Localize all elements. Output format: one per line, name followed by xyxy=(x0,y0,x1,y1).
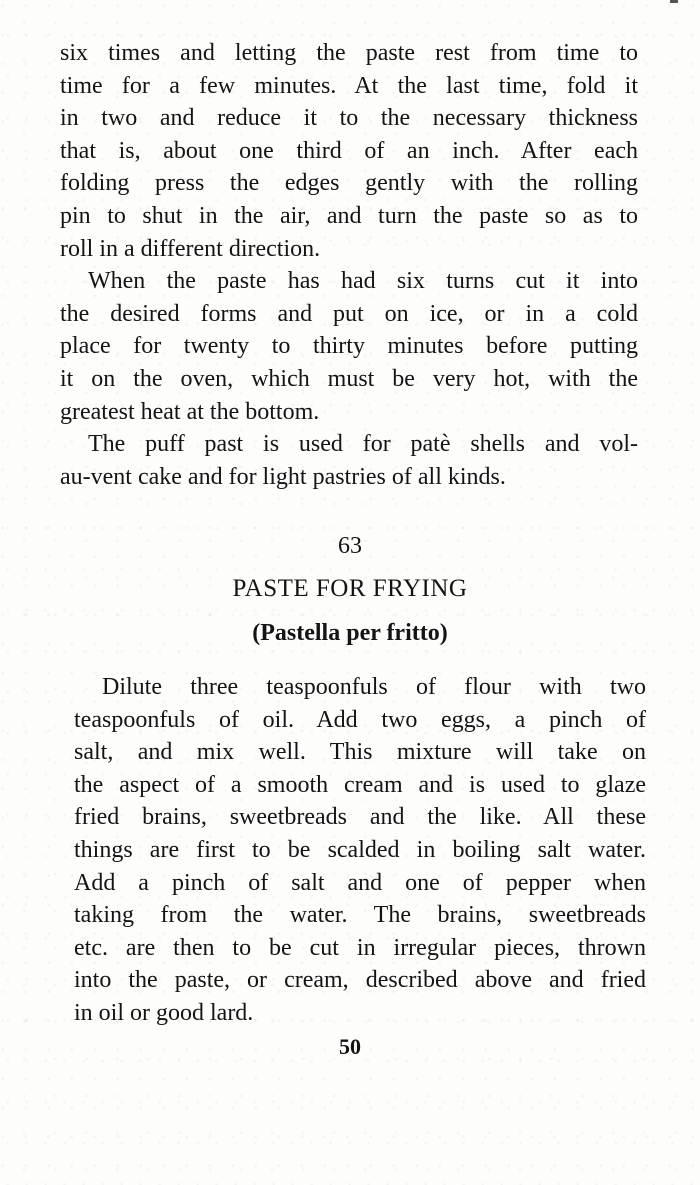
text-line: teaspoonfuls of oil. Add two eggs, a pinch of xyxy=(74,706,646,733)
text-line: etc. are then to be cut in irregular pieces, thrown xyxy=(74,934,646,961)
continued-recipe-text xyxy=(60,37,638,493)
text-line: taking from the water. The brains, sweetbreads xyxy=(74,902,646,929)
text-line: greatest heat at the bottom. xyxy=(60,398,320,425)
text-line: things are first to be scalded in boiling salt water. xyxy=(74,836,646,863)
text-line: When the paste has had six turns cut it into xyxy=(88,268,638,295)
text-line: Add a pinch of salt and one of pepper when xyxy=(74,869,646,896)
recipe-subtitle: (Pastella per fritto) xyxy=(252,620,448,646)
recipe-number: 63 xyxy=(338,533,362,559)
text-line: Dilute three teaspoonfuls of flour with two xyxy=(102,674,646,700)
text-line: in two and reduce it to the necessary thickness xyxy=(60,105,638,132)
page-number: 50 xyxy=(339,1034,361,1059)
recipe-title: PASTE FOR FRYING xyxy=(232,575,468,602)
text-line: au-vent cake and for light pastries of all kinds. xyxy=(60,463,506,490)
text-line: the desired forms and put on ice, or in a cold xyxy=(60,300,638,327)
text-line: in oil or good lard. xyxy=(74,999,254,1026)
text-line: fried brains, sweetbreads and the like. All these xyxy=(74,804,646,831)
text-line: it on the oven, which must be very hot, with the xyxy=(60,365,638,392)
text-line: into the paste, or cream, described above and fried xyxy=(74,967,646,994)
text-line: roll in a different direction. xyxy=(60,235,321,262)
text-line: place for twenty to thirty minutes before putting xyxy=(60,333,638,360)
text-line: The puff past is used for patè shells and vol- xyxy=(88,431,638,458)
text-line: that is, about one third of an inch. After each xyxy=(60,137,638,164)
text-line: six times and letting the paste rest from time to xyxy=(60,40,638,66)
text-line: salt, and mix well. This mixture will take on xyxy=(74,739,646,766)
text-line: pin to shut in the air, and turn the paste so as to xyxy=(60,202,638,229)
text-line: time for a few minutes. At the last time, fold it xyxy=(60,72,638,99)
text-line: folding press the edges gently with the rolling xyxy=(60,170,638,197)
recipe-body xyxy=(74,671,646,1030)
corner-mark xyxy=(670,0,678,3)
text-line: the aspect of a smooth cream and is used to glaze xyxy=(74,771,646,798)
